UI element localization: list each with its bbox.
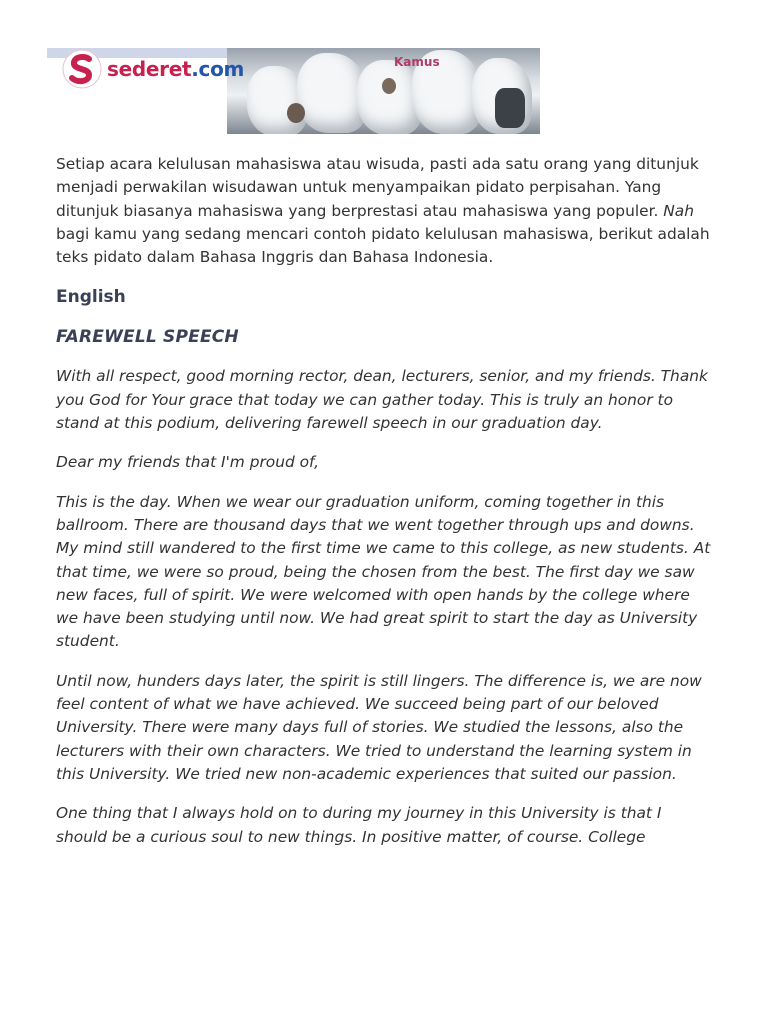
kamus-link[interactable]: Kamus <box>394 55 440 69</box>
site-logo[interactable] <box>62 49 244 89</box>
speech-title: FAREWELL SPEECH <box>56 327 239 348</box>
intro-text-before: Setiap acara kelulusan mahasiswa atau wisuda, pasti ada satu orang yang ditunjuk menjadi perwakilan wisudawan untuk menyampaikan pidato perpisahan. Yang ditunjuk biasanya mahasiswa yang berprestasi atau mahasiswa yang populer. <box>56 155 699 220</box>
intro-text-italic: Nah <box>663 201 694 220</box>
speech-paragraph-3: This is the day. When we wear our graduation uniform, coming together in this ballroom. There are thousand days that we went together through ups and downs. My mind still wandered to the first time we came to this college, as new students. At that time, we were so proud, being the chosen from the best. The first day we saw new faces, full of spirit. We were welcomed with open hands by the college where we have been studying until now. We had great spirit to start the day as University student. <box>56 492 711 651</box>
header-graduation-photo <box>227 48 540 134</box>
article-content <box>56 153 716 865</box>
speech-paragraph-5: One thing that I always hold on to during my journey in this University is that I should be a curious soul to new things. In positive matter, of course. College <box>56 804 662 846</box>
site-logo-text <box>107 57 244 81</box>
section-heading: English <box>56 287 126 308</box>
intro-paragraph <box>56 153 716 269</box>
intro-text-after: bagi kamu yang sedang mencari contoh pidato kelulusan mahasiswa, berikut adalah teks pidato dalam Bahasa Inggris dan Bahasa Indonesia. <box>56 224 710 267</box>
speech-paragraph-4: Until now, hunders days later, the spirit is still lingers. The difference is, we are now feel content of what we have achieved. We succeed being part of our beloved University. There were many days full of stories. We studied the lessons, also the lecturers with their own characters. We tried to understand the learning system in this University. We tried new non-academic experiences that suited our passion. <box>56 671 702 783</box>
logo-brand: sederet <box>107 57 192 81</box>
sederet-s-logo-icon <box>62 49 102 89</box>
speech-paragraph-2: Dear my friends that I'm proud of, <box>56 453 320 472</box>
speech-paragraph-1: With all respect, good morning rector, dean, lecturers, senior, and my friends. Thank you God for Your grace that today we can gather today. This is truly an honor to stand at this podium, delivering farewell speech in our graduation day. <box>56 367 708 433</box>
logo-tld: .com <box>191 57 245 81</box>
